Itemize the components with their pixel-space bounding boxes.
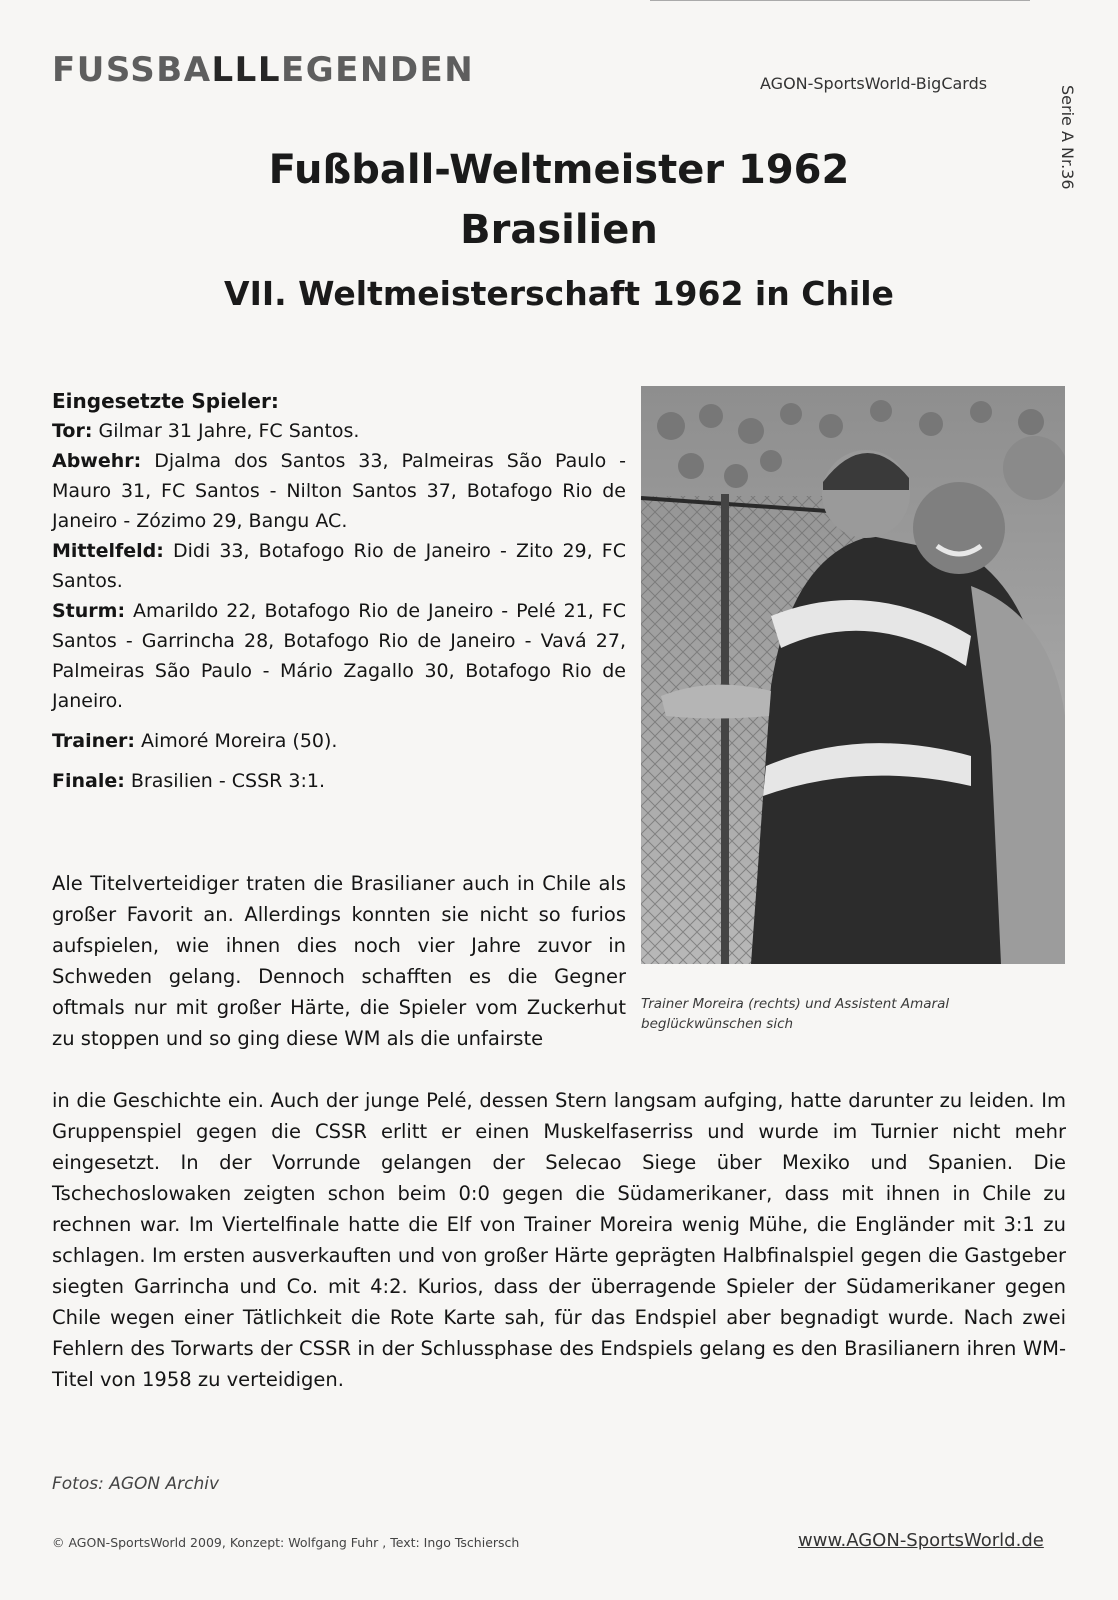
story-text-wide: in die Geschichte ein. Auch der junge Pelé, dessen Stern langsam aufging, hatte darunter zu leiden. Im Gruppenspiel gegen die CSSR erlitt er einen Muskelfaserriss und wurde im Turnier nicht mehr eingesetzt. In der Vorrunde gelangen der Selecao Siege über Mexiko und Spanien. Die Tschechoslowaken zeigten schon beim 0:0 gegen die Südamerikaner, dass mit ihnen in Chile zu rechnen war. Im Viertelfinale hatte die Elf von Trainer Moreira wenig Mühe, die Engländer mit 3:1 zu schlagen. Im ersten ausverkauften und von großer Härte geprägten Halbfinalspiel gegen die Gastgeber siegten Garrincha und Co. mit 4:2. Kurios, dass der überragende Spieler der Südamerikaner gegen Chile wegen einer Tätlichkeit die Rote Karte sah, für das Endspiel aber begnadigt wurde. Nach zwei Fehlern des Torwarts der CSSR in der Schlussphase des Endspiels gelang es den Brasilianern ihren WM-Titel von 1958 zu verteidigen. — [52, 1089, 1066, 1391]
lineup-mittelfeld: Mittelfeld: Didi 33, Botafogo Rio de Janeiro - Zito 29, FC Santos. — [52, 540, 626, 592]
lineup-abwehr: Abwehr: Djalma dos Santos 33, Palmeiras São Paulo - Mauro 31, FC Santos - Nilton Santos 37, Botafogo Rio de Janeiro - Zózimo 29, Bangu AC. — [52, 450, 626, 532]
website-link[interactable]: www.AGON-SportsWorld.de — [798, 1530, 1044, 1551]
page-subtitle: VII. Weltmeisterschaft 1962 in Chile — [224, 274, 894, 313]
lineup-sturm: Sturm: Amarildo 22, Botafogo Rio de Janeiro - Pelé 21, FC Santos - Garrincha 28, Botafogo Rio de Janeiro - Vavá 27, Palmeiras São Paulo - Mário Zagallo 30, Botafogo Rio de Janeiro. — [52, 600, 626, 712]
photo-caption: Trainer Moreira (rechts) und Assistent Amaral beglückwünschen sich — [641, 996, 950, 1032]
lineup-heading: Eingesetzte Spieler: — [52, 389, 279, 413]
title-line-2: Brasilien — [460, 207, 658, 253]
page-title — [0, 140, 1118, 260]
serie-number: Serie A Nr.36 — [1058, 85, 1077, 190]
series-name: AGON-SportsWorld-BigCards — [760, 74, 988, 93]
team-photo — [641, 386, 1065, 964]
top-divider — [650, 0, 1030, 1]
lineup-tor: Tor: Gilmar 31 Jahre, FC Santos. — [52, 420, 360, 442]
lineup-section — [52, 386, 626, 796]
brand-logo: FUSSBALLLEGENDEN — [52, 50, 475, 90]
lineup-finale: Finale: Brasilien - CSSR 3:1. — [52, 770, 326, 792]
story-text-column: Ale Titelverteidiger traten die Brasilianer auch in Chile als großer Favorit an. Allerdings konnten sie nicht so furios aufspielen, wie ihnen dies noch vier Jahre zuvor in Schweden gelang. Dennoch schafften es die Gegner oftmals nur mit großer Härte, die Spieler vom Zuckerhut zu stoppen und so ging diese WM als die unfairste — [52, 872, 626, 1050]
lineup-trainer: Trainer: Aimoré Moreira (50). — [52, 730, 338, 752]
photo-illustration — [641, 386, 1065, 964]
title-line-1: Fußball-Weltmeister 1962 — [268, 147, 850, 193]
photo-credit: Fotos: AGON Archiv — [52, 1474, 220, 1494]
copyright-credits: © AGON-SportsWorld 2009, Konzept: Wolfgang Fuhr , Text: Ingo Tschiersch — [52, 1535, 520, 1550]
